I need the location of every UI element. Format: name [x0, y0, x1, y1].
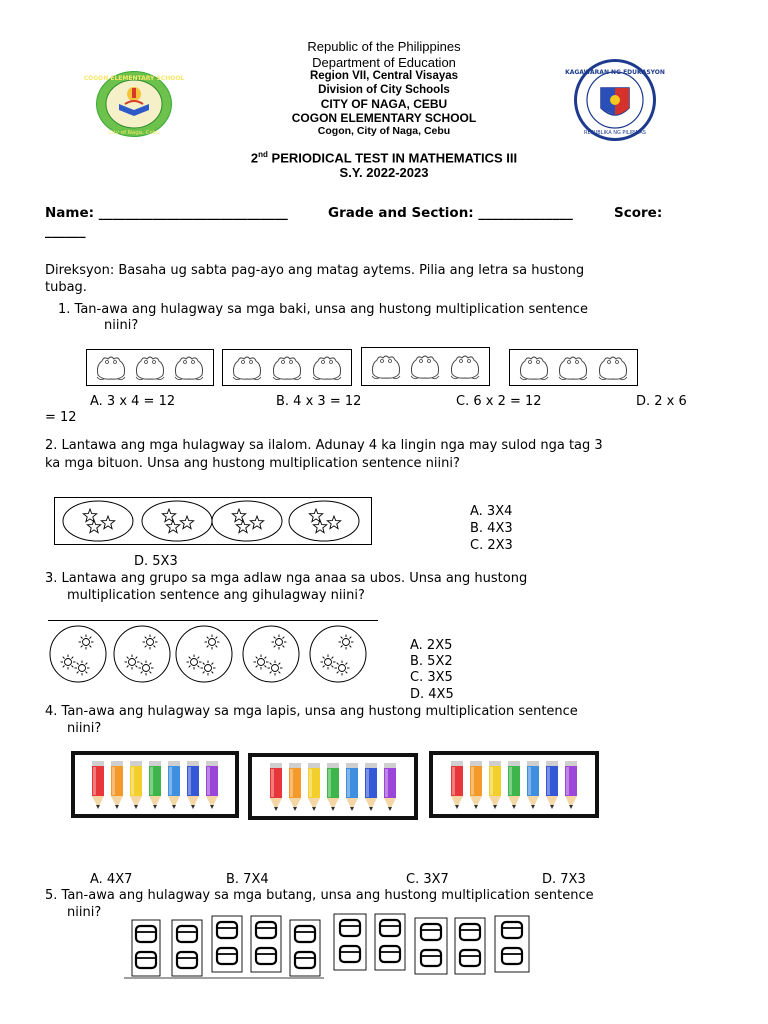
name-field[interactable]: Name: ____________________________ [45, 205, 288, 221]
pencil-icon [306, 763, 322, 815]
q4-choice-a[interactable]: A. 4X7 [90, 872, 133, 887]
drum-icon [136, 952, 156, 968]
q3-choice-d[interactable]: D. 4X5 [410, 687, 454, 702]
q4-choice-c[interactable]: C. 3X7 [406, 872, 449, 887]
instructions-line2: tubag. [45, 280, 87, 295]
q1-choice-d-end: = 12 [45, 410, 77, 425]
pencil-icon [468, 761, 484, 813]
q2-choice-c[interactable]: C. 2X3 [470, 538, 513, 553]
q3-divider-line [48, 620, 378, 621]
q4-choice-b[interactable]: B. 7X4 [226, 872, 269, 887]
sun-icon [268, 661, 283, 676]
star-icon [309, 509, 322, 522]
star-icon [162, 509, 175, 522]
sun-icon [75, 661, 90, 676]
q5-drum-groups [124, 912, 534, 982]
q4-pencil-group-3 [429, 751, 599, 818]
pencil-icon [109, 761, 125, 813]
star-icon [180, 516, 193, 529]
pencil-icon [325, 763, 341, 815]
sun-circle [50, 626, 106, 682]
q2-text-line1: 2. Lantawa ang mga hulagway sa ilalom. Adunay 4 ka lingin nga may sulod nga tag 3 [45, 438, 603, 453]
q3-text-line1: 3. Lantawa ang grupo sa mga adlaw nga anaa sa ubos. Unsa ang hustong [45, 571, 528, 586]
drum-icon [177, 952, 197, 968]
drum-icon [177, 926, 197, 942]
frog-icon [270, 353, 304, 383]
header-address: Cogon, City of Naga, Cebu [317, 125, 451, 137]
sun-icon [254, 655, 269, 670]
q3-text-line2: multiplication sentence ang gihulagway niini? [67, 588, 365, 603]
frog-icon [230, 353, 264, 383]
q1-text-line2: niini? [104, 318, 139, 333]
q5-text-line1: 5. Tan-awa ang hulagway sa mga butang, unsa ang hustong multiplication sentence [45, 888, 594, 903]
sun-icon [79, 635, 94, 650]
drum-icon [217, 922, 237, 938]
school-logo-ring-text: COGON ELEMENTARY SCHOOL [83, 75, 185, 82]
q1-choice-a[interactable]: A. 3 x 4 = 12 [90, 394, 176, 409]
header-school: COGON ELEMENTARY SCHOOL [291, 111, 477, 125]
sun-circle [310, 626, 366, 682]
drum-icon [256, 948, 276, 964]
frog-icon [369, 352, 403, 382]
header-region: Region VII, Central Visayas [309, 70, 459, 82]
sun-icon [339, 635, 354, 650]
header-department: Department of Education [312, 55, 456, 70]
frog-icon [133, 353, 167, 383]
star-circle [142, 501, 212, 541]
pencil-icon [363, 763, 379, 815]
star-circle [63, 501, 133, 541]
q2-choice-d[interactable]: D. 5X3 [134, 554, 178, 569]
sun-icon [125, 655, 140, 670]
frog-icon [517, 353, 551, 383]
header-city: CITY OF NAGA, CEBU [320, 97, 448, 111]
sun-circle [243, 626, 299, 682]
q1-choice-d[interactable]: D. 2 x 6 [636, 394, 687, 409]
sun-icon [139, 661, 154, 676]
frog-icon [596, 353, 630, 383]
sun-icon [272, 635, 287, 650]
q4-pencil-group-1 [71, 751, 239, 818]
frog-icon [310, 353, 344, 383]
q4-pencil-group-2 [248, 753, 418, 820]
q3-choice-a[interactable]: A. 2X5 [410, 638, 453, 653]
pencil-icon [204, 761, 220, 813]
drum-icon [502, 922, 522, 938]
test-title: 2nd PERIODICAL TEST IN MATHEMATICS III [250, 150, 518, 166]
star-icon [232, 509, 245, 522]
pencil-icon [487, 761, 503, 813]
pencil-icon [449, 761, 465, 813]
sun-icon [143, 635, 158, 650]
star-circle [289, 501, 359, 541]
drum-icon [136, 926, 156, 942]
drum-icon [340, 920, 360, 936]
q1-text-line1: 1. Tan-awa ang hulagway sa mga baki, unsa ang hustong multiplication sentence [58, 302, 588, 317]
q4-text-line2: niini? [67, 721, 102, 736]
deped-seal-top-text: KAGAWARAN NG EDUKASYON [565, 69, 665, 76]
q1-frog-box [509, 349, 638, 386]
pencil-icon [544, 761, 560, 813]
frog-icon [172, 353, 206, 383]
frog-icon [556, 353, 590, 383]
drum-icon [502, 948, 522, 964]
school-logo-bottom-text: City of Naga, Cebu [108, 130, 160, 136]
sun-icon [205, 635, 220, 650]
drum-icon [217, 948, 237, 964]
q1-frog-box [86, 349, 214, 386]
deped-seal-bottom-text: REPUBLIKA NG PILIPINAS [584, 130, 646, 136]
star-icon [327, 516, 340, 529]
drum-icon [421, 924, 441, 940]
instructions-line1: Direksyon: Basaha ug sabta pag-ayo ang matag aytems. Pilia ang letra sa hustong [45, 263, 585, 278]
drum-icon [256, 922, 276, 938]
star-icon [83, 509, 96, 522]
frog-icon [408, 352, 442, 382]
star-icon [250, 516, 263, 529]
frog-icon [448, 352, 482, 382]
q1-frog-box [361, 347, 490, 386]
pencil-icon [287, 763, 303, 815]
q2-text-line2: ka mga bituon. Unsa ang hustong multiplication sentence niini? [45, 456, 460, 471]
q1-frog-box [222, 349, 352, 386]
star-circle [212, 501, 282, 541]
drum-icon [380, 946, 400, 962]
school-year: S.Y. 2022-2023 [339, 165, 429, 180]
sun-icon [335, 661, 350, 676]
sun-circle [176, 626, 232, 682]
drum-icon [380, 920, 400, 936]
drum-icon [421, 950, 441, 966]
drum-icon [460, 924, 480, 940]
pencil-icon [382, 763, 398, 815]
frog-icon [94, 353, 128, 383]
q3-choice-c[interactable]: C. 3X5 [410, 670, 453, 685]
pencil-icon [563, 761, 579, 813]
pencil-icon [525, 761, 541, 813]
q1-choice-b[interactable]: B. 4 x 3 = 12 [276, 394, 362, 409]
pencil-icon [128, 761, 144, 813]
pencil-icon [185, 761, 201, 813]
star-icon [101, 516, 114, 529]
pencil-icon [344, 763, 360, 815]
pencil-icon [166, 761, 182, 813]
pencil-icon [506, 761, 522, 813]
sun-icon [201, 661, 216, 676]
grade-section-field[interactable]: Grade and Section: ______________ [328, 205, 573, 221]
q3-choice-b[interactable]: B. 5X2 [410, 654, 453, 669]
q1-choice-c[interactable]: C. 6 x 2 = 12 [456, 394, 542, 409]
sun-icon [321, 655, 336, 670]
score-field[interactable]: ______ [45, 223, 86, 239]
drum-icon [295, 926, 315, 942]
q2-choice-a[interactable]: A. 3X4 [470, 504, 513, 519]
drum-icon [340, 946, 360, 962]
pencil-icon [268, 763, 284, 815]
score-label: Score: [614, 205, 663, 221]
q5-text-line2: niini? [67, 905, 102, 920]
pencil-icon [147, 761, 163, 813]
sun-icon [187, 655, 202, 670]
drum-icon [295, 952, 315, 968]
drum-icon [460, 950, 480, 966]
q4-text-line1: 4. Tan-awa ang hulagway sa mga lapis, unsa ang hustong multiplication sentence [45, 704, 578, 719]
q2-choice-b[interactable]: B. 4X3 [470, 521, 513, 536]
header-republic: Republic of the Philippines [307, 39, 461, 54]
q4-choice-d[interactable]: D. 7X3 [542, 872, 586, 887]
q3-sun-circles [48, 624, 378, 684]
pencil-icon [90, 761, 106, 813]
q2-star-circles [54, 497, 372, 545]
sun-icon [61, 655, 76, 670]
header-division: Division of City Schools [318, 84, 450, 96]
sun-circle [114, 626, 170, 682]
